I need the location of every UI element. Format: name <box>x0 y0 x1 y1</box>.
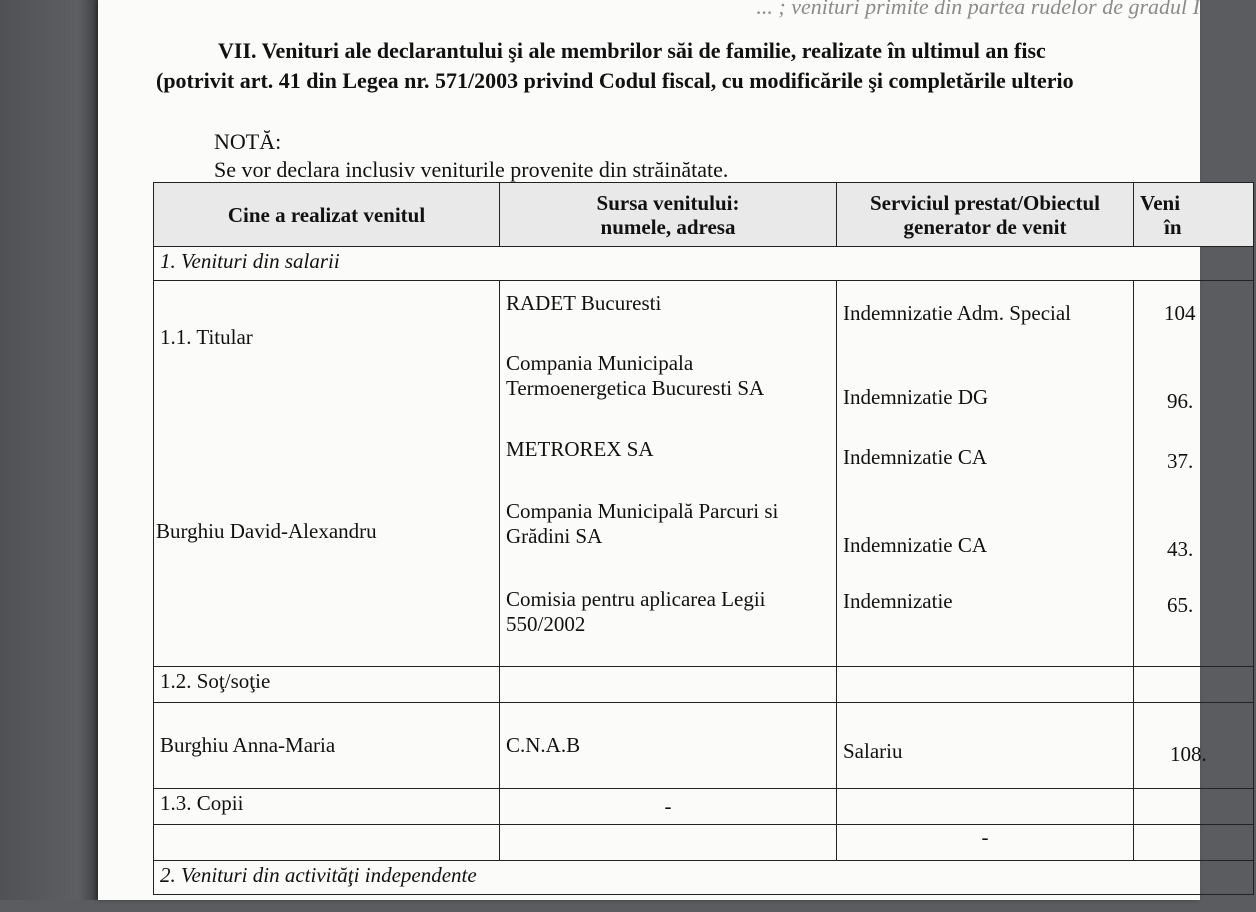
cell-titular-sources <box>500 281 837 667</box>
note-label: NOTĂ: <box>214 129 282 154</box>
header-source <box>500 183 837 247</box>
table-row-titular <box>154 281 1254 667</box>
heading-line-1: VII. Venituri ale declarantului şi ale membrilor săi de familie, realizate în ultimul an fisc <box>218 38 1046 63</box>
titular-name: Burghiu David-Alexandru <box>156 519 377 543</box>
amount-item: 37. <box>1167 449 1194 473</box>
section-heading <box>156 36 1256 96</box>
section-label-salaries: 1. Venituri din salarii <box>154 247 1254 281</box>
service-item: Indemnizatie DG <box>843 385 989 409</box>
note-block <box>214 128 728 184</box>
children-source: - <box>500 789 837 825</box>
section-row-independent <box>154 861 1254 895</box>
section-label-independent: 2. Venituri din activităţi independente <box>154 861 1254 895</box>
table-row-spouse <box>154 703 1254 789</box>
header-source-line2: numele, adresa <box>600 214 736 239</box>
source-line: RADET Bucuresti <box>506 291 662 315</box>
cell-empty <box>1134 789 1254 825</box>
section-row-salaries <box>154 247 1254 281</box>
cell-empty <box>500 667 837 703</box>
source-item <box>506 499 778 549</box>
table-row-spouse-label <box>154 667 1254 703</box>
source-line: Termoenergetica Bucuresti SA <box>506 376 765 400</box>
table-row-children <box>154 825 1254 861</box>
source-item <box>506 587 766 637</box>
table-header-row <box>154 183 1254 247</box>
spouse-amount: 108. <box>1134 703 1254 789</box>
source-item <box>506 291 661 316</box>
document-page <box>98 0 1207 900</box>
cut-off-header-text: ... ; venituri primite din partea rudelor de gradul I <box>756 0 1200 19</box>
income-table <box>153 182 1254 895</box>
source-line: Comisia pentru aplicarea Legii <box>506 587 766 611</box>
spouse-label: 1.2. Soţ/soţie <box>154 667 500 703</box>
cell-empty <box>837 667 1134 703</box>
titular-label: 1.1. Titular <box>160 325 253 349</box>
service-item: Indemnizatie CA <box>843 533 988 557</box>
amount-item: 96. <box>1167 389 1194 413</box>
header-service-line2: generator de venit <box>903 214 1067 239</box>
viewer-gutter <box>0 0 98 900</box>
header-who: Cine a realizat venitul <box>154 183 500 247</box>
service-item: Indemnizatie <box>843 589 953 613</box>
table-row-children-label <box>154 789 1254 825</box>
header-income <box>1134 183 1254 247</box>
source-line: METROREX SA <box>506 437 654 461</box>
source-line: Grădini SA <box>506 524 603 548</box>
source-line: 550/2002 <box>506 612 586 636</box>
service-item: Indemnizatie CA <box>843 445 988 469</box>
note-text: Se vor declara inclusiv veniturile provenite din străinătate. <box>214 157 729 182</box>
cell-empty <box>154 825 500 861</box>
header-income-line2: în <box>1164 214 1182 239</box>
cell-empty <box>1134 667 1254 703</box>
header-income-line1: Veni <box>1140 190 1181 215</box>
header-source-line1: Sursa venitului: <box>596 190 740 215</box>
source-line: Compania Municipală Parcuri si <box>506 499 779 523</box>
spouse-name: Burghiu Anna-Maria <box>154 703 500 789</box>
income-table-wrapper <box>153 182 1213 912</box>
header-service-line1: Serviciul prestat/Obiectul <box>869 190 1100 215</box>
cell-titular-amounts <box>1134 281 1254 667</box>
cell-titular-services <box>837 281 1134 667</box>
header-service <box>837 183 1134 247</box>
children-label: 1.3. Copii <box>154 789 500 825</box>
source-item <box>506 437 654 462</box>
heading-line-2: (potrivit art. 41 din Legea nr. 571/2003 privind Codul fiscal, cu modificările şi completările ulterio <box>156 68 1074 93</box>
source-line: Compania Municipala <box>506 351 694 375</box>
children-service: - <box>837 825 1134 861</box>
cell-empty <box>1134 825 1254 861</box>
spouse-service: Salariu <box>837 703 1134 789</box>
service-item: Indemnizatie Adm. Special <box>843 301 1072 325</box>
cell-empty <box>500 825 837 861</box>
spouse-source: C.N.A.B <box>500 703 837 789</box>
source-item <box>506 351 764 401</box>
cell-empty <box>837 789 1134 825</box>
amount-item: 65. <box>1167 593 1194 617</box>
amount-item: 43. <box>1167 537 1194 561</box>
cell-titular <box>154 281 500 667</box>
amount-item: 104 <box>1164 301 1196 325</box>
